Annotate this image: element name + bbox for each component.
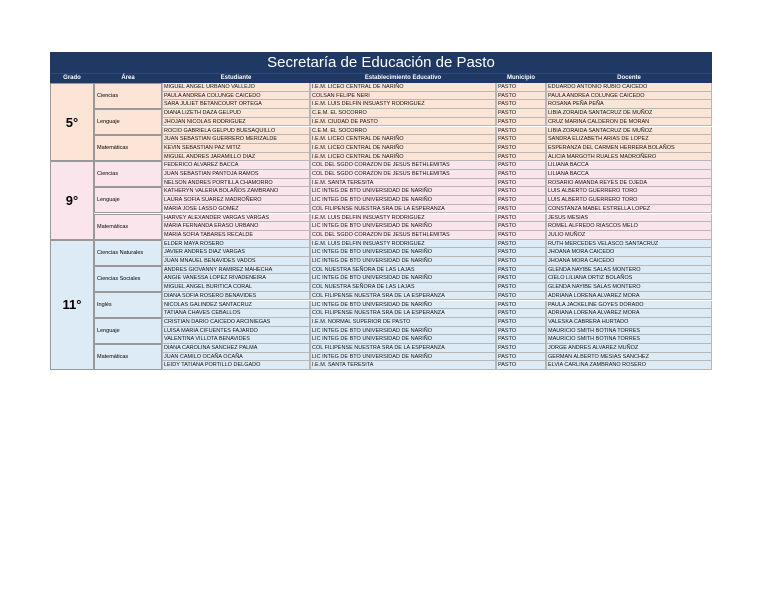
area-cell: Lenguaje: [94, 109, 162, 135]
student-cell: ANDRES GIOVANNY RAMIREZ MAHECHA: [162, 266, 310, 275]
header-establecimiento: Establecimiento Educativo: [364, 75, 442, 81]
table-row: [162, 92, 712, 101]
student-cell: ELDER MAYA ROSERO: [162, 240, 310, 249]
school-cell: I.E.M. LICEO CENTRAL DE NARIÑO: [310, 83, 496, 92]
school-cell: COL DEL SGDO CORAZON DE JESUS BETHLEMITAS: [310, 170, 496, 179]
header-municipio: Municipio: [507, 75, 535, 81]
school-cell: LIC INTEG DE BTO UNIVERSIDAD DE NARIÑO: [310, 301, 496, 310]
school-cell: LIC INTEG DE BTO UNIVERSIDAD DE NARIÑO: [310, 187, 496, 196]
table-row: [162, 118, 712, 127]
student-cell: JUAN MNAUEL BENAVIDES VADOS: [162, 257, 310, 266]
school-cell: I.E.M. LUIS DELFIN INSUASTY RODRIGUEZ: [310, 100, 496, 109]
school-cell: LIC INTEG DE BTO UNIVERSIDAD DE NARIÑO: [310, 335, 496, 344]
student-cell: CRISTIAN DARIO CAICEDO ARCINIEGAS: [162, 318, 310, 327]
municipality-cell: PASTO: [496, 335, 546, 344]
municipality-cell: PASTO: [496, 179, 546, 188]
student-cell: MARIA SOFIA TABARES RECALDE: [162, 231, 310, 240]
header-estudiante: Estudiante: [220, 75, 252, 81]
table-row: [162, 283, 712, 292]
municipality-cell: PASTO: [496, 361, 546, 370]
student-cell: HARVEY ALEXANDER VARGAS VARGAS: [162, 214, 310, 223]
school-cell: COL DEL SGDO CORAZON DE JESUS BETHLEMITAS: [310, 161, 496, 170]
municipality-cell: PASTO: [496, 353, 546, 362]
teacher-cell: GERMAN ALBERTO MESIAS SANCHEZ: [546, 353, 712, 362]
student-cell: PAULA ANDREA COLUNGE CAICEDO: [162, 92, 310, 101]
teacher-cell: JESUS MESIAS: [546, 214, 712, 223]
teacher-cell: EDUARDO ANTONIO RUBIO CAICEDO: [546, 83, 712, 92]
municipality-cell: PASTO: [496, 135, 546, 144]
municipality-cell: PASTO: [496, 292, 546, 301]
municipality-cell: PASTO: [496, 318, 546, 327]
teacher-cell: JHOANA MORA CAICEDO: [546, 257, 712, 266]
student-cell: LEIDY TATIANA PORTILLO DELGADO: [162, 361, 310, 370]
header-grado: Grado: [63, 75, 81, 81]
table-row: [162, 179, 712, 188]
municipality-cell: PASTO: [496, 327, 546, 336]
table-row: [162, 301, 712, 310]
municipality-cell: PASTO: [496, 118, 546, 127]
area-cell: Lenguaje: [94, 318, 162, 344]
table-row: [162, 144, 712, 153]
student-cell: MIGUEL ANGEL BURITICA CORAL: [162, 283, 310, 292]
student-cell: JUAN SEBASTIAN GUERRERO MERIZALDE: [162, 135, 310, 144]
municipality-cell: PASTO: [496, 301, 546, 310]
school-cell: LIC INTEG DE BTO UNIVERSIDAD DE NARIÑO: [310, 327, 496, 336]
school-cell: COL NUESTRA SEÑORA DE LAS LAJAS: [310, 283, 496, 292]
student-cell: KEVIN SEBASTIAN PAZ MITIZ: [162, 144, 310, 153]
municipality-cell: PASTO: [496, 231, 546, 240]
area-cell: Matemáticas: [94, 344, 162, 370]
school-cell: I.E.M. SANTA TERESITA: [310, 361, 496, 370]
municipality-cell: PASTO: [496, 92, 546, 101]
student-cell: MARIA JOSE LASSO GOMEZ: [162, 205, 310, 214]
school-cell: I.E.M. LICEO CENTRAL DE NARIÑO: [310, 144, 496, 153]
student-cell: DIANA CAROLINA SANCHEZ PALMA: [162, 344, 310, 353]
municipality-cell: PASTO: [496, 257, 546, 266]
school-cell: I.E.M. LUIS DELFIN INSUASTY RODRIGUEZ: [310, 240, 496, 249]
student-cell: JAVIER ANDRES DIAZ VARGAS: [162, 248, 310, 257]
student-cell: DIANA LIZETH DAZA GELPUD: [162, 109, 310, 118]
teacher-cell: ROSANA PEÑA PEÑA: [546, 100, 712, 109]
school-cell: I.E.M. CIUDAD DE PASTO: [310, 118, 496, 127]
table-row: [162, 153, 712, 162]
table-row: [162, 222, 712, 231]
teacher-cell: VALESKA CABRERA HURTADO: [546, 318, 712, 327]
student-cell: SARA JULIET BETANCOURT ORTEGA: [162, 100, 310, 109]
municipality-cell: PASTO: [496, 214, 546, 223]
teacher-cell: CRUZ MARINA CALDERON DE MORAN: [546, 118, 712, 127]
spreadsheet: [50, 52, 712, 370]
table-row: [162, 335, 712, 344]
municipality-cell: PASTO: [496, 144, 546, 153]
table-row: [162, 240, 712, 249]
table-row: [162, 292, 712, 301]
table-row: [162, 100, 712, 109]
school-cell: COL FILIPENSE NUESTRA SRA DE LA ESPERANZA: [310, 309, 496, 318]
student-cell: MIGUEL ANGEL URBANO VALLEJO: [162, 83, 310, 92]
table-row: [162, 196, 712, 205]
school-cell: COL FILIPENSE NUESTRA SRA DE LA ESPERANZA: [310, 344, 496, 353]
municipality-cell: PASTO: [496, 100, 546, 109]
municipality-cell: PASTO: [496, 127, 546, 136]
data-grid: [50, 83, 712, 370]
school-cell: COL NUESTRA SEÑORA DE LAS LAJAS: [310, 266, 496, 275]
table-row: [162, 135, 712, 144]
table-row: [162, 257, 712, 266]
teacher-cell: ROMEL ALFREDO RIASCOS MELO: [546, 222, 712, 231]
teacher-cell: CONSTANZA MABEL ESTRELLA LOPEZ: [546, 205, 712, 214]
grade-cell: 11°: [50, 240, 94, 371]
student-cell: DIANA SOFIA ROSERO BENAVIDES: [162, 292, 310, 301]
teacher-cell: ELVIA CARLINA ZAMBRANO ROSERO: [546, 361, 712, 370]
school-cell: I.E.M. NORMAL SUPERIOR DE PASTO: [310, 318, 496, 327]
municipality-cell: PASTO: [496, 83, 546, 92]
student-cell: LAURA SOFIA SUAREZ MADROÑERO: [162, 196, 310, 205]
student-cell: KATHERYN VALERIA BOLAÑOS ZAMBRANO: [162, 187, 310, 196]
teacher-cell: ESPERANZA DEL CARMEN HERRERA BOLAÑOS: [546, 144, 712, 153]
area-cell: Ciencias Naturales: [94, 240, 162, 266]
student-cell: JHOJAN NICOLAS RODRIGUEZ: [162, 118, 310, 127]
teacher-cell: RUTH MERCEDES VELASCO SANTACRUZ: [546, 240, 712, 249]
table-row: [162, 214, 712, 223]
school-cell: LIC INTEG DE BTO UNIVERSIDAD DE NARIÑO: [310, 257, 496, 266]
school-cell: LIC INTEG DE BTO UNIVERSIDAD DE NARIÑO: [310, 353, 496, 362]
teacher-cell: MAURICIO SMITH BOTINA TORRES: [546, 327, 712, 336]
student-cell: JUAN SEBASTIAN PANTOJA RAMOS: [162, 170, 310, 179]
municipality-cell: PASTO: [496, 187, 546, 196]
student-cell: TATIANA CHAVES CEBALLOS: [162, 309, 310, 318]
student-cell: NELSON ANDRES PORTILLA CHAMORRO: [162, 179, 310, 188]
table-row: [162, 231, 712, 240]
municipality-cell: PASTO: [496, 266, 546, 275]
teacher-cell: SANDRA ELIZABETH ARIAS DE LOPEZ: [546, 135, 712, 144]
table-row: [162, 83, 712, 92]
municipality-cell: PASTO: [496, 248, 546, 257]
table-row: [162, 205, 712, 214]
school-cell: COL DEL SGDO CORAZON DE JESUS BETHLEMITAS: [310, 231, 496, 240]
teacher-cell: JORGE ANDRES ALVAREZ MUÑOZ: [546, 344, 712, 353]
municipality-cell: PASTO: [496, 222, 546, 231]
teacher-cell: LIBIA ZORAIDA SANTACRUZ DE MUÑOZ: [546, 109, 712, 118]
student-cell: JUAN CAMILO OCAÑA OCAÑA: [162, 353, 310, 362]
table-row: [162, 353, 712, 362]
table-row: [162, 161, 712, 170]
municipality-cell: PASTO: [496, 205, 546, 214]
municipality-cell: PASTO: [496, 170, 546, 179]
municipality-cell: PASTO: [496, 274, 546, 283]
municipality-cell: PASTO: [496, 196, 546, 205]
area-cell: Matemáticas: [94, 135, 162, 161]
table-row: [162, 170, 712, 179]
school-cell: LIC INTEG DE BTO UNIVERSIDAD DE NARIÑO: [310, 196, 496, 205]
school-cell: I.E.M. LUIS DELFIN INSUASTY RODRIGUEZ: [310, 214, 496, 223]
area-cell: Matemáticas: [94, 214, 162, 240]
table-row: [162, 274, 712, 283]
school-cell: LIC INTEG DE BTO UNIVERSIDAD DE NARIÑO: [310, 222, 496, 231]
municipality-cell: PASTO: [496, 161, 546, 170]
school-cell: C.E.M. EL SOCORRO: [310, 127, 496, 136]
teacher-cell: LILIANA BACCA: [546, 161, 712, 170]
teacher-cell: ADRIANA LORENA ALVAREZ MORA: [546, 309, 712, 318]
school-cell: COL FILIPENSE NUESTRA SRA DE LA ESPERANZA: [310, 205, 496, 214]
teacher-cell: JULIO MUÑOZ: [546, 231, 712, 240]
municipality-cell: PASTO: [496, 309, 546, 318]
table-row: [162, 187, 712, 196]
header-docente: Docente: [617, 75, 641, 81]
area-cell: Lenguaje: [94, 187, 162, 213]
school-cell: I.E.M. LICEO CENTRAL DE NARIÑO: [310, 135, 496, 144]
teacher-cell: PAULA ANDREA COLUNGE CAICEDO: [546, 92, 712, 101]
school-cell: LIC INTEG DE BTO UNIVERSIDAD DE NARIÑO: [310, 248, 496, 257]
table-row: [162, 327, 712, 336]
student-cell: VALENTINA VILLOTA BENAVIDES: [162, 335, 310, 344]
column-header-row: [50, 73, 712, 83]
teacher-cell: LUIS ALBERTO GUERRERO TORO: [546, 196, 712, 205]
table-row: [162, 248, 712, 257]
teacher-cell: GLENDA NAYIBE SALAS MONTERO: [546, 266, 712, 275]
grade-cell: 5°: [50, 83, 94, 161]
teacher-cell: ADRIANA LORENA ALVAREZ MORA: [546, 292, 712, 301]
area-cell: Ciencias: [94, 161, 162, 187]
student-cell: MIGUEL ANDRES JARAMILLO DIAZ: [162, 153, 310, 162]
area-cell: Inglés: [94, 292, 162, 318]
area-cell: Ciencias Sociales: [94, 266, 162, 292]
municipality-cell: PASTO: [496, 153, 546, 162]
municipality-cell: PASTO: [496, 283, 546, 292]
municipality-cell: PASTO: [496, 344, 546, 353]
teacher-cell: CIELO LILIANA ORTIZ BOLAÑOS: [546, 274, 712, 283]
municipality-cell: PASTO: [496, 240, 546, 249]
table-row: [162, 344, 712, 353]
school-cell: COL FILIPENSE NUESTRA SRA DE LA ESPERANZA: [310, 292, 496, 301]
student-cell: ANGIE VANESSA LOPEZ RIVADENEIRA: [162, 274, 310, 283]
student-cell: ROCIO GABRIELA GELPUD BUESAQUILLO: [162, 127, 310, 136]
teacher-cell: PAULA JACKELINE GOYES DORADO: [546, 301, 712, 310]
student-cell: NICOLAS GALINDEZ SANTACRUZ: [162, 301, 310, 310]
table-row: [162, 361, 712, 370]
teacher-cell: LIBIA ZORAIDA SANTACRUZ DE MUÑOZ: [546, 127, 712, 136]
teacher-cell: ALICIA MARGOTH RUALES MADROÑERO: [546, 153, 712, 162]
table-row: [162, 318, 712, 327]
table-row: [162, 266, 712, 275]
sheet-title: Secretaría de Educación de Pasto: [50, 52, 712, 73]
area-cell: Ciencias: [94, 83, 162, 109]
student-cell: MARIA FERNANDA ERASO URBANO: [162, 222, 310, 231]
table-row: [162, 127, 712, 136]
school-cell: COLSAN FELIPE NERI: [310, 92, 496, 101]
municipality-cell: PASTO: [496, 109, 546, 118]
school-cell: LIC INTEG DE BTO UNIVERSIDAD DE NARIÑO: [310, 274, 496, 283]
student-cell: FEDERICO ALVAREZ BACCA: [162, 161, 310, 170]
teacher-cell: LUIS ALBERTO GUERRERO TORO: [546, 187, 712, 196]
school-cell: I.E.M. LICEO CENTRAL DE NARIÑO: [310, 153, 496, 162]
grade-cell: 9°: [50, 161, 94, 239]
table-row: [162, 109, 712, 118]
school-cell: I.E.M. SANTA TERESITA: [310, 179, 496, 188]
table-row: [162, 309, 712, 318]
teacher-cell: LILIANA BACCA: [546, 170, 712, 179]
teacher-cell: MAURICIO SMITH BOTINA TORRES: [546, 335, 712, 344]
teacher-cell: ROSARIO AMANDA REYES DE OJEDA: [546, 179, 712, 188]
teacher-cell: GLENDA NAYIBE SALAS MONTERO: [546, 283, 712, 292]
header-area: Área: [121, 75, 135, 81]
student-cell: LUISA MARIA CIFUENTES FAJARDO: [162, 327, 310, 336]
school-cell: C.E.M. EL SOCORRO: [310, 109, 496, 118]
teacher-cell: JHOANA MORA CAICEDO: [546, 248, 712, 257]
